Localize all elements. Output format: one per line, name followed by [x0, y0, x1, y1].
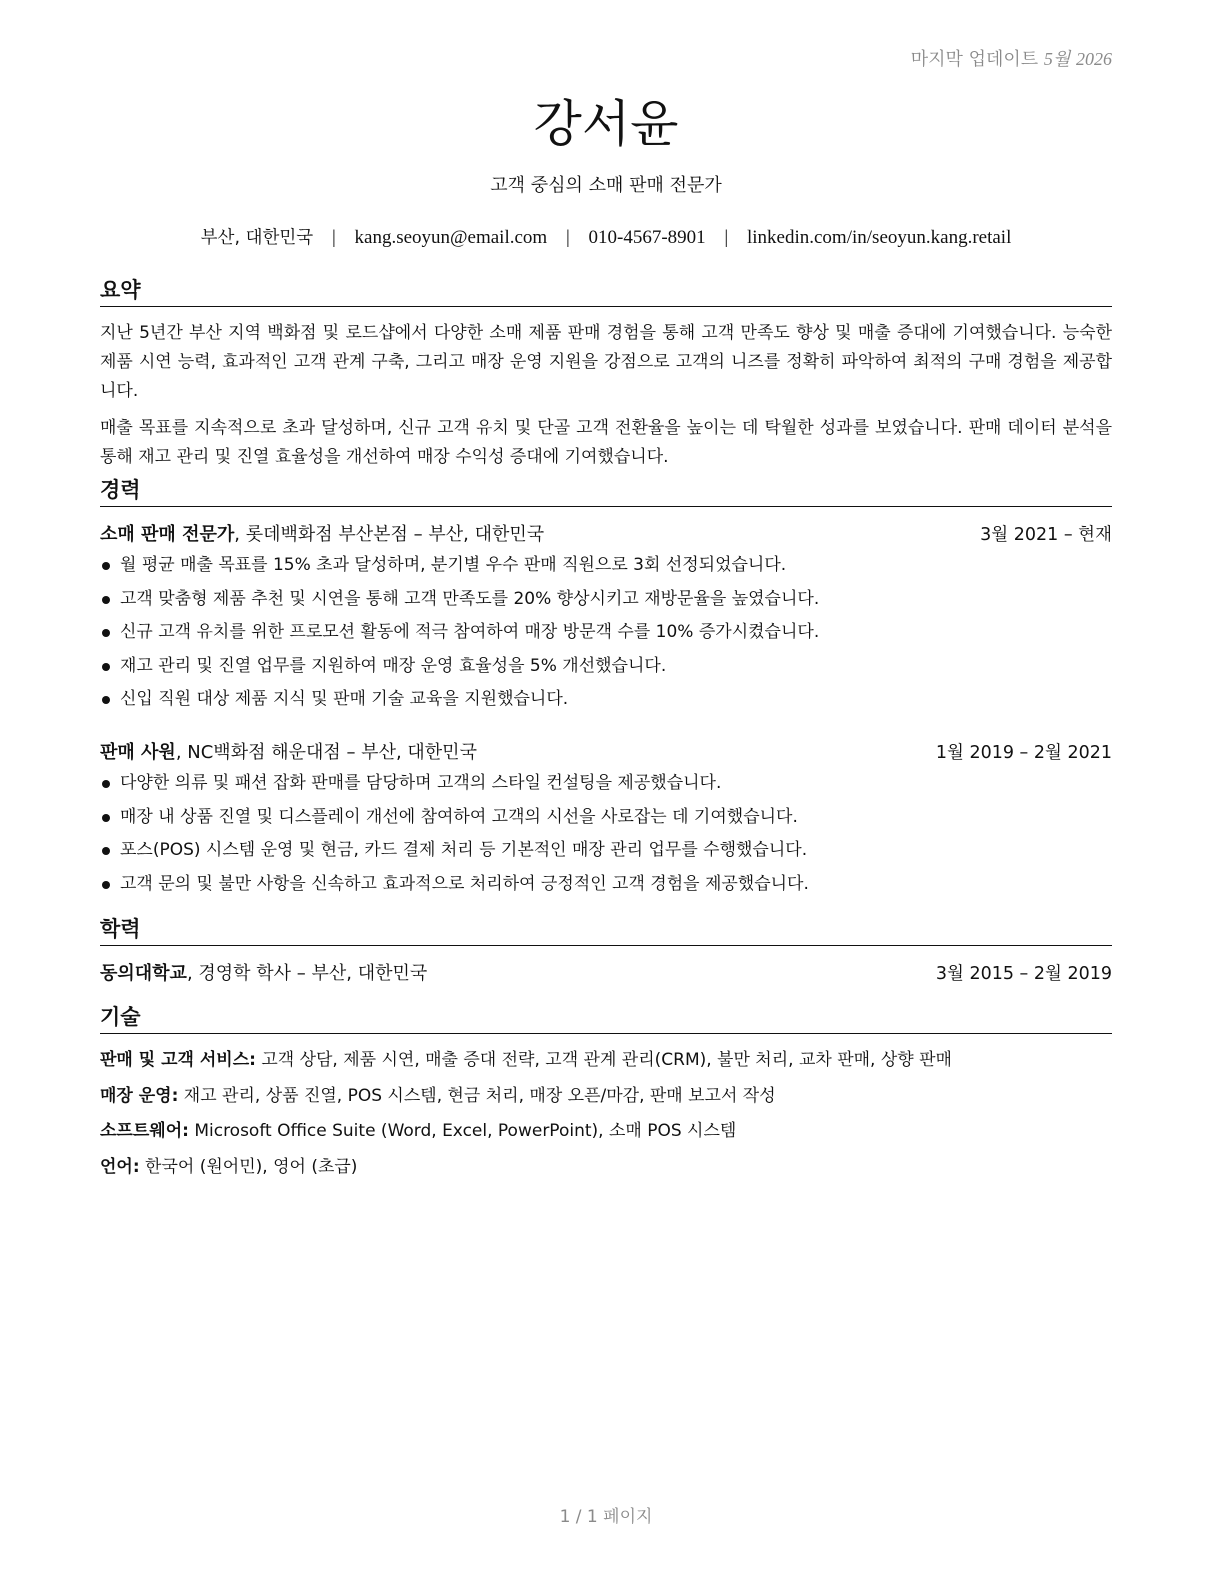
- skill-row: [100, 1079, 1112, 1115]
- job-role: 판매 사원: [100, 742, 176, 763]
- tagline: 고객 중심의 소매 판매 전문가: [490, 175, 722, 196]
- list-item: 매장 내 상품 진열 및 디스플레이 개선에 참여하여 고객의 시선을 사로잡는 데 기여했습니다.: [100, 801, 1112, 835]
- contact-line: [100, 224, 1112, 249]
- last-updated-label: 마지막 업데이트: [910, 49, 1039, 70]
- job-role: 소매 판매 전문가: [100, 524, 235, 545]
- education-entry: [100, 962, 1112, 986]
- skill-label: 매장 운영:: [100, 1085, 179, 1106]
- last-updated-year: 2026: [1076, 49, 1112, 69]
- job-org: , NC백화점 해운대점 – 부산, 대한민국: [175, 742, 477, 763]
- job-header: [100, 523, 1112, 547]
- page-indicator: 1 / 1 페이지: [559, 1507, 653, 1527]
- skill-value: 고객 상담, 제품 시연, 매출 증대 전략, 고객 관계 관리(CRM), 불만 처리, 교차 판매, 상향 판매: [255, 1050, 952, 1070]
- skill-value: Microsoft Office Suite (Word, Excel, PowerPoint), 소매 POS 시스템: [188, 1121, 737, 1141]
- contact-location: 부산, 대한민국: [200, 228, 314, 248]
- skill-label: 판매 및 고객 서비스:: [100, 1050, 256, 1070]
- education-date: 3월 2015 – 2월 2019: [935, 964, 1112, 984]
- job-date: 1월 2019 – 2월 2021: [935, 743, 1112, 763]
- summary-paragraph: 지난 5년간 부산 지역 백화점 및 로드샵에서 다양한 소매 제품 판매 경험을 통해 고객 만족도 향상 및 매출 증대에 기여했습니다. 능숙한 제품 시연 능력, 효과적인 고객 관계 구축, 그리고 매장 운영 지원을 강점으로 고객의 니즈를 정확히 파악하여 최적의 구매 경험을 제공합니다.: [100, 323, 1112, 401]
- skill-value: 한국어 (원어민), 영어 (초급): [139, 1156, 358, 1177]
- skill-row: [100, 1150, 1112, 1186]
- summary-text: [100, 319, 1112, 480]
- list-item: 신규 고객 유치를 위한 프로모션 활동에 적극 참여하여 매장 방문객 수를 10% 증가시켰습니다.: [100, 616, 1112, 650]
- contact-email[interactable]: kang.seoyun@email.com: [354, 227, 548, 248]
- job-bullets: [100, 767, 1112, 901]
- list-item: 다양한 의류 및 패션 잡화 판매를 담당하며 고객의 스타일 컨설팅을 제공했습니다.: [100, 767, 1112, 801]
- contact-linkedin[interactable]: linkedin.com/in/seoyun.kang.retail: [746, 227, 1012, 248]
- list-item: 신입 직원 대상 제품 지식 및 판매 기술 교육을 지원했습니다.: [100, 683, 1112, 717]
- list-item: 재고 관리 및 진열 업무를 지원하여 매장 운영 효율성을 5% 개선했습니다.: [100, 650, 1112, 684]
- job-bullets: [100, 549, 1112, 717]
- skill-label: 언어:: [100, 1156, 140, 1177]
- list-item: 고객 문의 및 불만 사항을 신속하고 효과적으로 처리하여 긍정적인 고객 경험을 제공했습니다.: [100, 868, 1112, 902]
- list-item: 고객 맞춤형 제품 추천 및 시연을 통해 고객 만족도를 20% 향상시키고 재방문율을 높였습니다.: [100, 583, 1112, 617]
- skill-row: [100, 1114, 1112, 1150]
- list-item: 월 평균 매출 목표를 15% 초과 달성하며, 분기별 우수 판매 직원으로 3회 선정되었습니다.: [100, 549, 1112, 583]
- job-date: 3월 2021 – 현재: [980, 525, 1112, 545]
- last-updated: [911, 45, 1112, 71]
- list-item: 포스(POS) 시스템 운영 및 현금, 카드 결제 처리 등 기본적인 매장 관리 업무를 수행했습니다.: [100, 834, 1112, 868]
- candidate-name: 강서윤: [533, 95, 679, 153]
- section-title-summary: 요약: [100, 276, 1112, 307]
- summary-paragraph: 매출 목표를 지속적으로 초과 달성하며, 신규 고객 유치 및 단골 고객 전환율을 높이는 데 탁월한 성과를 보였습니다. 판매 데이터 분석을 통해 재고 관리 및 진열 효율성을 개선하여 매장 수익성 증대에 기여했습니다.: [100, 418, 1112, 467]
- section-title-education: 학력: [100, 915, 1112, 946]
- skill-label: 소프트웨어:: [100, 1121, 189, 1141]
- contact-separator: |: [331, 227, 336, 248]
- contact-separator: |: [724, 227, 729, 248]
- resume-page: [100, 0, 1112, 1584]
- skills-list: [100, 1043, 1112, 1185]
- job-header: [100, 741, 1112, 765]
- section-title-skills: 기술: [100, 1003, 1112, 1034]
- education-detail: , 경영학 학사 – 부산, 대한민국: [186, 963, 428, 984]
- job-org: , 롯데백화점 부산본점 – 부산, 대한민국: [234, 524, 545, 545]
- education-school: 동의대학교: [100, 963, 187, 984]
- skill-value: 재고 관리, 상품 진열, POS 시스템, 현금 처리, 매장 오픈/마감, 판매 보고서 작성: [178, 1085, 776, 1106]
- last-updated-month: 5월: [1043, 49, 1071, 69]
- contact-phone[interactable]: 010-4567-8901: [588, 227, 706, 248]
- section-title-experience: 경력: [100, 476, 1112, 507]
- contact-separator: |: [565, 227, 570, 248]
- skill-row: [100, 1043, 1112, 1079]
